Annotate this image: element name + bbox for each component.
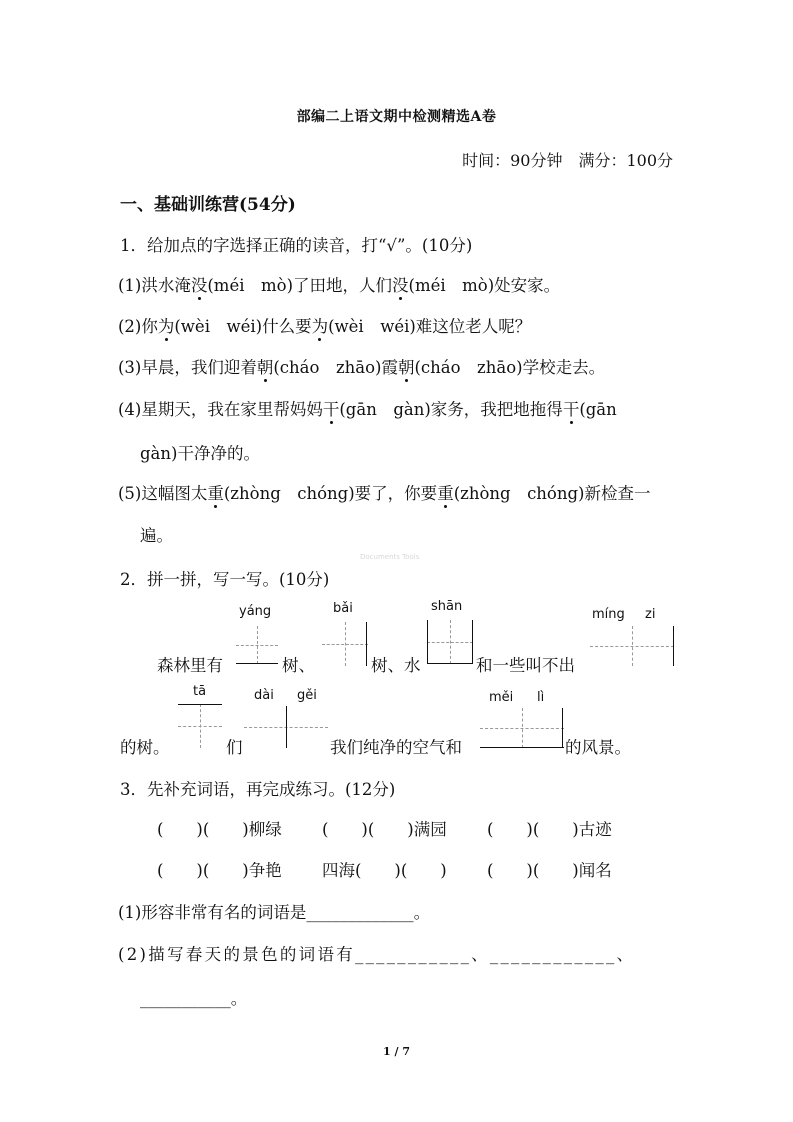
fill-text: 的树。 xyxy=(120,738,170,757)
writing-grid[interactable] xyxy=(480,708,564,748)
pinyin-label: gěi xyxy=(297,688,317,703)
pinyin-label: shān xyxy=(431,599,463,614)
question-1-item-1: (1)洪水淹没(méi mò)了田地，人们没(méi mò)处安家。 xyxy=(118,276,561,295)
fill-text: 树、水 xyxy=(371,656,421,675)
pinyin-label: měi xyxy=(489,690,514,705)
writing-grid[interactable] xyxy=(427,620,473,664)
section-heading: 一、基础训练营(54分) xyxy=(120,195,296,215)
fill-text: 我们纯净的空气和 xyxy=(330,738,462,757)
dotted-character: 没 xyxy=(190,276,208,295)
question-2-prompt: 2．拼一拼，写一写。(10分) xyxy=(120,570,330,589)
question-1-prompt: 1．给加点的字选择正确的读音，打“√”。(10分) xyxy=(120,236,473,255)
writing-grid[interactable] xyxy=(178,704,222,748)
dotted-character: 重 xyxy=(207,484,224,503)
question-1-item-4-continued: gàn)干净净的。 xyxy=(140,444,260,463)
fill-text: 森林里有 xyxy=(157,656,223,675)
question-3-sub-2-continued[interactable]: ___________。 xyxy=(140,989,248,1008)
pinyin-label: lì xyxy=(537,690,545,705)
fill-text: 们 xyxy=(226,738,243,757)
pinyin-label: bǎi xyxy=(333,601,353,616)
idiom-blank[interactable]: 四海( )( ) xyxy=(322,861,447,880)
fill-text: 的风景。 xyxy=(565,738,631,757)
idiom-blank[interactable]: ( )( )古迹 xyxy=(487,820,612,839)
dotted-character: 为 xyxy=(157,317,175,336)
dotted-character: 干 xyxy=(562,400,580,419)
document-title: 部编二上语文期中检测精选A卷 xyxy=(296,109,497,125)
question-1-item-4: (4)星期天，我在家里帮妈妈干(gān gàn)家务，我把地拖得干(gān xyxy=(118,400,617,419)
dotted-character: 重 xyxy=(437,484,454,503)
dotted-character: 没 xyxy=(392,276,409,295)
pinyin-label: dài xyxy=(254,688,274,703)
question-3-sub-2[interactable]: (2)描写春天的景色的词语有___________、____________、 xyxy=(118,945,636,964)
idiom-blank[interactable]: ( )( )满园 xyxy=(322,820,447,839)
dotted-character: 朝 xyxy=(397,358,415,377)
fill-text: 和一些叫不出 xyxy=(476,656,575,675)
dotted-character: 朝 xyxy=(256,358,274,377)
question-3-prompt: 3．先补充词语，再完成练习。(12分) xyxy=(120,780,396,799)
exam-time-info: 时间：90分钟 满分：100分 xyxy=(462,151,673,170)
dotted-character: 为 xyxy=(311,317,329,336)
question-1-item-2: (2)你为(wèi wéi)什么要为(wèi wéi)难这位老人呢？ xyxy=(118,317,532,336)
idiom-blank[interactable]: ( )( )争艳 xyxy=(157,861,282,880)
question-1-item-5: (5)这幅图太重(zhòng chóng)要了，你要重(zhòng chóng)新检查一 xyxy=(118,484,651,503)
idiom-blank[interactable]: ( )( )闻名 xyxy=(487,861,612,880)
question-1-item-5-continued: 遍。 xyxy=(140,526,173,545)
pinyin-label: zi xyxy=(645,607,656,622)
pinyin-label: míng xyxy=(592,607,625,622)
page-number: 1 / 7 xyxy=(383,1045,410,1058)
writing-grid[interactable] xyxy=(236,626,278,664)
pinyin-label: tā xyxy=(193,684,207,699)
writing-grid[interactable] xyxy=(322,622,368,666)
question-3-sub-1[interactable]: (1)形容非常有名的词语是_____________。 xyxy=(118,903,431,922)
question-1-item-3: (3)早晨，我们迎着朝(cháo zhāo)霞朝(cháo zhāo)学校走去。 xyxy=(118,358,606,377)
pinyin-label: yáng xyxy=(239,604,272,619)
writing-grid[interactable] xyxy=(590,626,674,666)
watermark: Documents Tools xyxy=(360,553,420,561)
dotted-character: 干 xyxy=(322,400,340,419)
idiom-blank[interactable]: ( )( )柳绿 xyxy=(157,820,282,839)
fill-text: 树、 xyxy=(282,656,315,675)
